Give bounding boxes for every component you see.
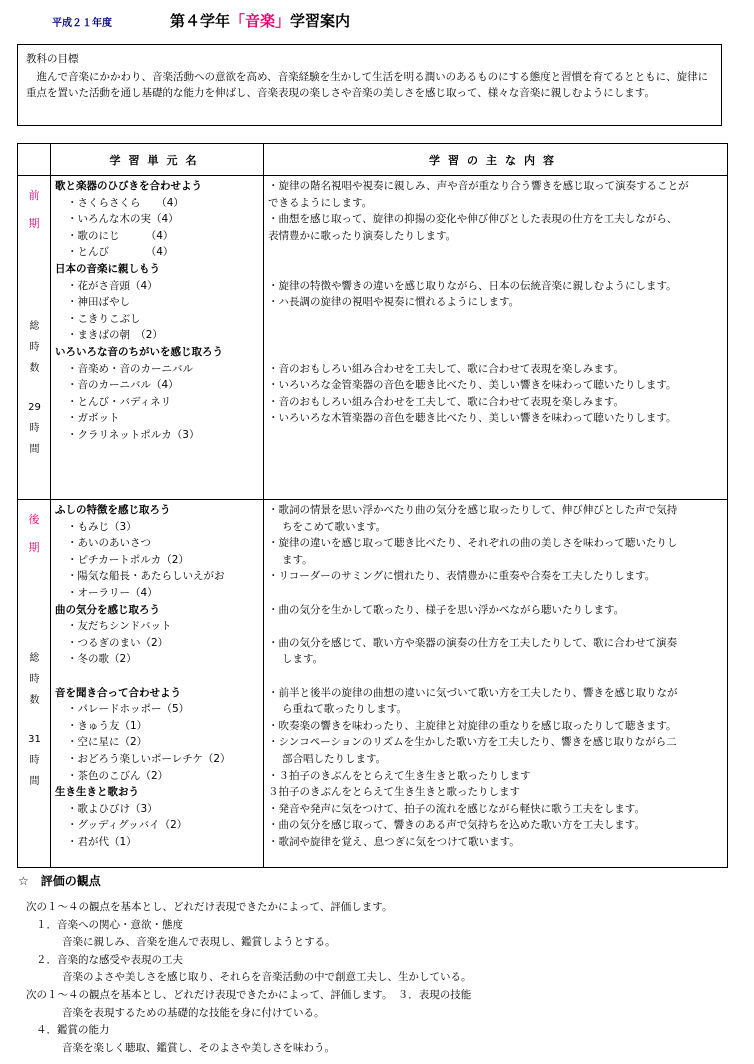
content-item <box>268 261 723 278</box>
unit-item: ・音のカーニバル（4） <box>67 379 179 392</box>
term-row <box>18 500 728 868</box>
unit-item: ・花がさ音頭（4） <box>67 279 158 292</box>
content-item: ・いろいろな金管楽器の音色を聴き比べたり、美しい響きを味わって聴いたりします。 <box>268 379 677 392</box>
evaluation-title: ☆ 評価の観点 <box>18 874 101 888</box>
total-hours-char: 数 <box>29 695 40 706</box>
total-hours-char: 総 <box>29 321 40 332</box>
unit-item: ・さくらさくら （4） <box>67 196 184 209</box>
evaluation-line: 次の１～４の観点を基本とし、どれだけ表現できたかによって、評価します。 ３．表現の技能 <box>26 988 472 1001</box>
unit-item: ・まきばの朝 （2） <box>67 329 163 342</box>
content-item: ・歌詞や旋律を覚え、息つぎに気をつけて歌います。 <box>268 835 520 848</box>
unit-item: ・もみじ（3） <box>67 520 137 533</box>
content-item: ・吹奏楽の響きを味わったり、主旋律と対旋律の重なりを感じ取ったりして聴きます。 <box>268 719 677 732</box>
unit-item: ・きゅう友（1） <box>67 719 148 732</box>
evaluation-line: 次の１～４の観点を基本とし、どれだけ表現できたかによって、評価します。 <box>26 901 393 913</box>
goal-text: 進んで音楽にかかわり、音楽活動への意欲を高め、音楽経験を生かして生活を明る潤いのあるものにする態度と習慣を育てるとともに、旋律に重点を置いた活動を通し基礎的な能力を伸ばし、音楽表現の楽しさや音楽の美しさを感じ取って、様々な音楽に親しむようにします。 <box>26 71 709 99</box>
unit-item: ・つるぎのまい（2） <box>67 636 169 649</box>
content-item: 部合唱したりします。 <box>282 752 387 765</box>
content-item: ちをこめて歌います。 <box>282 520 387 533</box>
total-hours-char: 数 <box>29 363 40 374</box>
total-hours-char: 時 <box>29 423 40 434</box>
term-cell <box>18 500 51 868</box>
unit-list-cell <box>51 500 264 868</box>
total-hours-char: 時 <box>29 342 40 353</box>
content-item <box>268 668 723 685</box>
content-item: ・シンコペーションのリズムを生かした歌い方を工夫したり、響きを感じ取りながら二 <box>268 736 677 749</box>
goal-title: 教科の目標 <box>26 53 79 65</box>
content-item: ・前半と後半の旋律の曲想の違いに気づいて歌い方を工夫したり、響きを感じ取りなが <box>268 686 678 699</box>
content-list-cell <box>264 176 728 500</box>
total-hours-char: 間 <box>29 776 40 787</box>
content-item: ら重ねて歌ったりします。 <box>282 703 407 716</box>
content-item: ３拍子のきぶんをとらえて生き生きと歌ったりします <box>268 786 520 799</box>
subject-goal-box <box>17 44 722 126</box>
school-year: 平成２１年度 <box>52 18 112 29</box>
content-item: ・旋律の特徴や響きの違いを感じ取りながら、日本の伝統音楽に親しむようにします。 <box>268 279 677 292</box>
evaluation-line: 音楽のよさや美しさを感じ取り、それらを音楽活動の中で創意工夫し、生かしている。 <box>62 971 472 984</box>
content-item: ・音のおもしろい組み合わせを工夫して、歌に合わせて表現を楽しみます。 <box>268 362 624 375</box>
content-item: ・曲の気分を感じて、歌い方や楽器の演奏の仕方を工夫したりして、歌に合わせて演奏 <box>268 636 678 649</box>
title-suffix: 学習案内 <box>290 12 351 30</box>
term-name <box>18 176 50 238</box>
content-item: ・曲の気分を感じ取って、響きのある声で気持ちを込めた歌い方を工夫します。 <box>268 819 645 832</box>
study-units-table <box>17 143 728 868</box>
unit-item: ・空に星に（2） <box>67 736 148 749</box>
unit-heading: 音を聞き合って合わせよう <box>55 686 181 699</box>
unit-heading: ふしの特徴を感じ取ろう <box>55 504 171 516</box>
evaluation-line: 音楽を表現するための基礎的な技能を身に付けている。 <box>62 1006 325 1019</box>
total-hours <box>18 648 51 792</box>
content-list-cell <box>264 500 728 868</box>
unit-heading: 生き生きと歌おう <box>55 786 139 799</box>
evaluation-section <box>18 872 728 1057</box>
unit-item: ・あいのあいさつ <box>67 537 151 550</box>
unit-item: ・歌のにじ （4） <box>67 229 174 242</box>
unit-item: ・ピチカートポルカ（2） <box>67 553 189 566</box>
units-header: 学習単元名 <box>51 144 264 176</box>
unit-item: ・冬の歌（2） <box>67 653 137 666</box>
unit-heading: 歌と楽器のひびきを合わせよう <box>55 180 202 192</box>
content-item: ・旋律の違いを感じ取って聴き比べたり、それぞれの曲の美しさを味わって聴いたりし <box>268 537 678 550</box>
content-item: できるようにします。 <box>268 196 373 209</box>
total-hours-char: 31 <box>28 734 41 745</box>
unit-list-cell <box>51 176 264 500</box>
unit-item: ・歌よひびけ（3） <box>67 802 158 815</box>
content-item: 表情豊かに歌ったり演奏したりします。 <box>268 229 457 242</box>
unit-item: ・とんび・バディネリ <box>67 395 172 408</box>
unit-heading: 曲の気分を感じ取ろう <box>55 603 160 616</box>
content-item: ・ハ長調の旋律の視唱や視奏に慣れるようにします。 <box>268 296 520 309</box>
unit-item: ・君が代（1） <box>67 835 137 848</box>
unit-item: ・陽気な船長・あたらしいえがお <box>67 570 225 583</box>
content-item: ・発音や発声に気をつけて、拍子の流れを感じながら軽快に歌う工夫をします。 <box>268 802 645 815</box>
unit-item: ・とんび （4） <box>67 246 174 259</box>
content-item: ・リコーダーのサミングに慣れたり、表情豊かに重奏や合奏を工夫したりします。 <box>268 570 656 583</box>
content-item <box>268 244 723 261</box>
content-item: ・歌詞の情景を思い浮かべたり曲の気分を感じ取ったりして、伸び伸びとした声で気持 <box>268 504 678 516</box>
unit-heading: いろいろな音のちがいを感じ取ろう <box>55 345 223 358</box>
evaluation-lines <box>18 899 728 1057</box>
unit-item: ・こきりこぶし <box>67 312 141 325</box>
title-grade: 第４学年 <box>170 12 231 30</box>
term-header <box>18 144 51 176</box>
content-item: ・いろいろな木管楽器の音色を聴き比べたり、美しい響きを味わって聴いたりします。 <box>268 412 677 425</box>
unit-heading: 日本の音楽に親しもう <box>55 262 160 275</box>
term-row <box>18 176 728 500</box>
term-name-char: 前 <box>28 189 40 202</box>
term-name <box>18 500 50 562</box>
evaluation-line: １．音楽への関心・意欲・態度 <box>36 918 183 931</box>
unit-item: ・神田ばやし <box>67 296 130 309</box>
content-item: ・３拍子のきぶんをとらえて生き生きと歌ったりします <box>268 769 531 782</box>
content-item <box>268 327 723 344</box>
unit-item <box>55 668 259 685</box>
unit-item: ・グッディグッバイ（2） <box>67 819 188 832</box>
unit-item: ・茶色のこびん（2） <box>67 769 169 782</box>
unit-item: ・音楽め・音のカーニバル <box>67 362 193 375</box>
evaluation-line: ２．音楽的な感受や表現の工夫 <box>36 953 183 966</box>
content-item <box>268 344 723 361</box>
term-name-char: 後 <box>28 513 40 526</box>
evaluation-line: ４．鑑賞の能力 <box>36 1024 110 1037</box>
title-subject: 「音楽」 <box>230 12 291 30</box>
unit-item: ・おどろう楽しいポーレチケ（2） <box>67 752 231 765</box>
unit-item: ・オーラリー（4） <box>67 586 158 599</box>
unit-item: ・ガボット <box>67 412 120 425</box>
unit-item: ・クラリネットポルカ（3） <box>67 428 200 441</box>
table-header-row <box>18 144 728 176</box>
page-title <box>170 10 350 31</box>
total-hours-char: 時 <box>29 755 40 766</box>
total-hours-char: 総 <box>29 653 40 664</box>
unit-item: ・いろんな木の実（4） <box>67 213 179 226</box>
content-item <box>268 618 723 635</box>
evaluation-line: 音楽に親しみ、音楽を進んで表現し、鑑賞しようとする。 <box>62 936 336 949</box>
term-name-char: 期 <box>28 217 40 230</box>
content-header: 学習の主な内容 <box>264 144 728 176</box>
content-item: ・旋律の階名視唱や視奏に親しみ、声や音が重なり合う響きを感じ取って演奏することが <box>268 180 689 192</box>
page-header <box>52 10 350 34</box>
total-hours-char: 時 <box>29 674 40 685</box>
total-hours <box>18 316 51 460</box>
content-item: ます。 <box>282 553 313 566</box>
content-item <box>268 585 723 602</box>
evaluation-line: 音楽を楽しく聴取、鑑賞し、そのよさや美しさを味わう。 <box>62 1041 335 1054</box>
content-item <box>268 311 723 328</box>
unit-item: ・パレードホッポー（5） <box>67 703 190 716</box>
content-item: ・曲の気分を生かして歌ったり、様子を思い浮かべながら聴いたりします。 <box>268 603 625 616</box>
content-item: します。 <box>282 653 324 666</box>
total-hours-char: 29 <box>28 402 41 413</box>
content-item: ・音のおもしろい組み合わせを工夫して、歌に合わせて表現を楽しみます。 <box>268 395 624 408</box>
term-cell <box>18 176 51 500</box>
total-hours-char: 間 <box>29 444 40 455</box>
content-item: ・曲想を感じ取って、旋律の抑揚の変化や伸び伸びとした表現の仕方を工夫しながら、 <box>268 213 678 226</box>
term-name-char: 期 <box>28 541 40 554</box>
unit-item: ・友だちシンドバット <box>67 620 172 633</box>
